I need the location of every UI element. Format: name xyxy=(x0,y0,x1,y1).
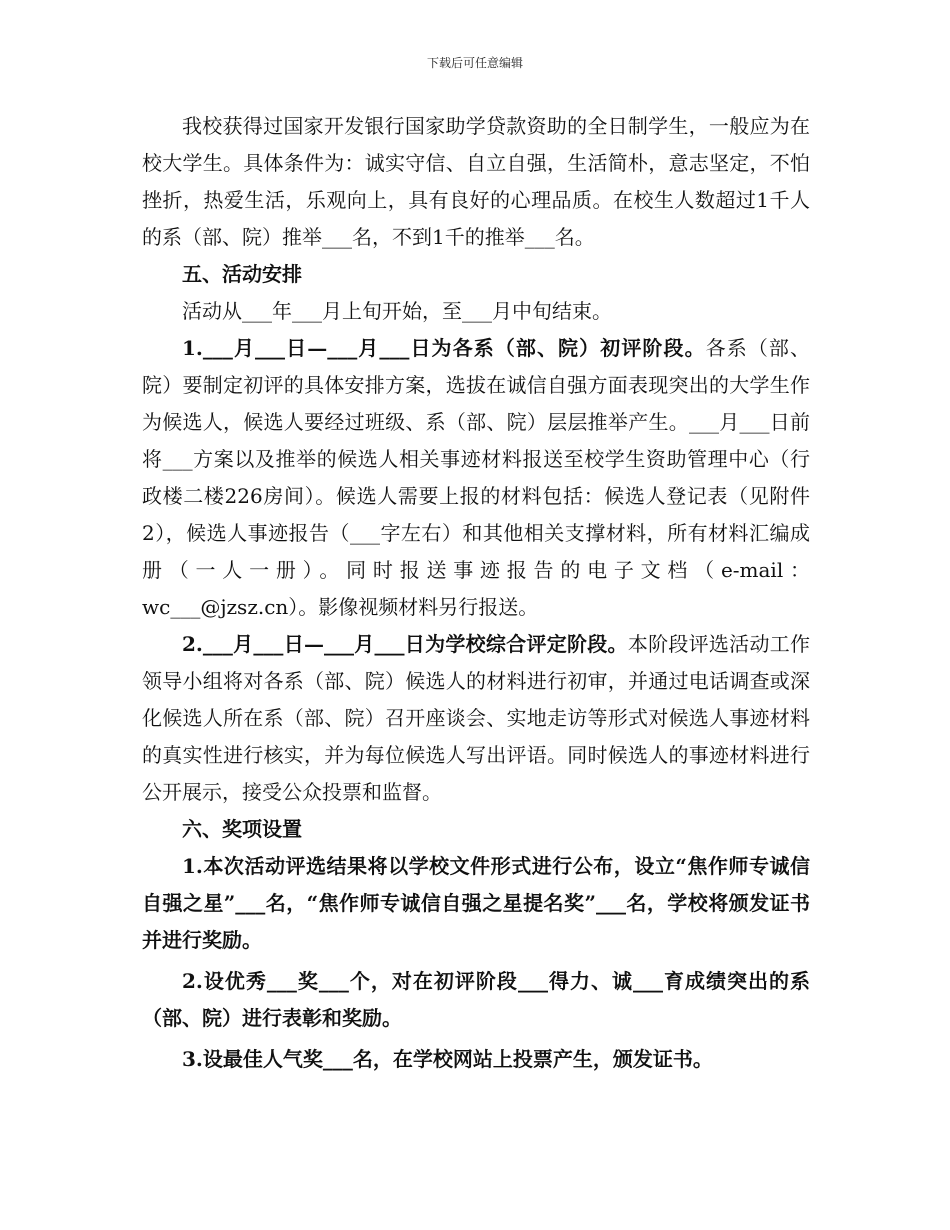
evaluation-stage-lead: 2.___月___日—___月___日为学校综合评定阶段。 xyxy=(182,632,628,656)
paragraph-activity-period: 活动从___年___月上旬开始，至___月中旬结束。 xyxy=(182,299,612,323)
section-heading-activity-arrangement: 五、活动安排 xyxy=(182,262,302,286)
paragraph-evaluation-stage xyxy=(142,626,810,811)
paragraph-eligibility: 我校获得过国家开发银行国家助学贷款资助的全日制学生，一般应为在校大学生。具体条件为：诚实守信、自立自强，生活简朴，意志坚定，不怕挫折，热爱生活，乐观向上，具有良好的心理品质。在校生人数超过1千人的系（部、院）推举___名，不到1千的推举___名。 xyxy=(142,114,810,249)
paragraph-preliminary-stage xyxy=(142,330,810,626)
preliminary-stage-lead: 1.___月___日—___月___日为各系（部、院）初评阶段。 xyxy=(182,336,706,360)
page-header: 下载后可任意编辑 xyxy=(426,56,523,70)
preliminary-stage-text: 各系（部、院）要制定初评的具体安排方案，选拔在诚信自强方面表现突出的大学生作为候选人，候选人要经过班级、系（部、院）层层推举产生。___月___日前将___方案以及推举的候选人相关事迹材料报送至校学生资助管理中心（行政楼二楼226房间）。候选人需要上报的材料包括：候选人登记表（见附件2），候选人事迹报告（___字左右）和其他相关支撑材料，所有材料汇编成册（一人一册）。同时报送事迹报告的电子文档（e-mail：wc___@jzsz.cn）。影像视频材料另行报送。 xyxy=(142,336,810,619)
paragraph-award-organization: 2.设优秀___奖___个，对在初评阶段___得力、诚___育成绩突出的系（部、院）进行表彰和奖励。 xyxy=(142,969,810,1030)
section-heading-awards: 六、奖项设置 xyxy=(182,817,302,841)
evaluation-stage-text: 本阶段评选活动工作领导小组将对各系（部、院）候选人的材料进行初审，并通过电话调查或深化候选人所在系（部、院）召开座谈会、实地走访等形式对候选人事迹材料的真实性进行核实，并为每位候选人写出评语。同时候选人的事迹材料进行公开展示，接受公众投票和监督。 xyxy=(142,632,810,804)
document-body xyxy=(142,108,810,1078)
paragraph-award-popularity: 3.设最佳人气奖___名，在学校网站上投票产生，颁发证书。 xyxy=(182,1047,713,1071)
paragraph-award-stars: 1.本次活动评选结果将以学校文件形式进行公布，设立“焦作师专诚信自强之星”___名，“焦作师专诚信自强之星提名奖”___名，学校将颁发证书并进行奖励。 xyxy=(142,854,810,952)
